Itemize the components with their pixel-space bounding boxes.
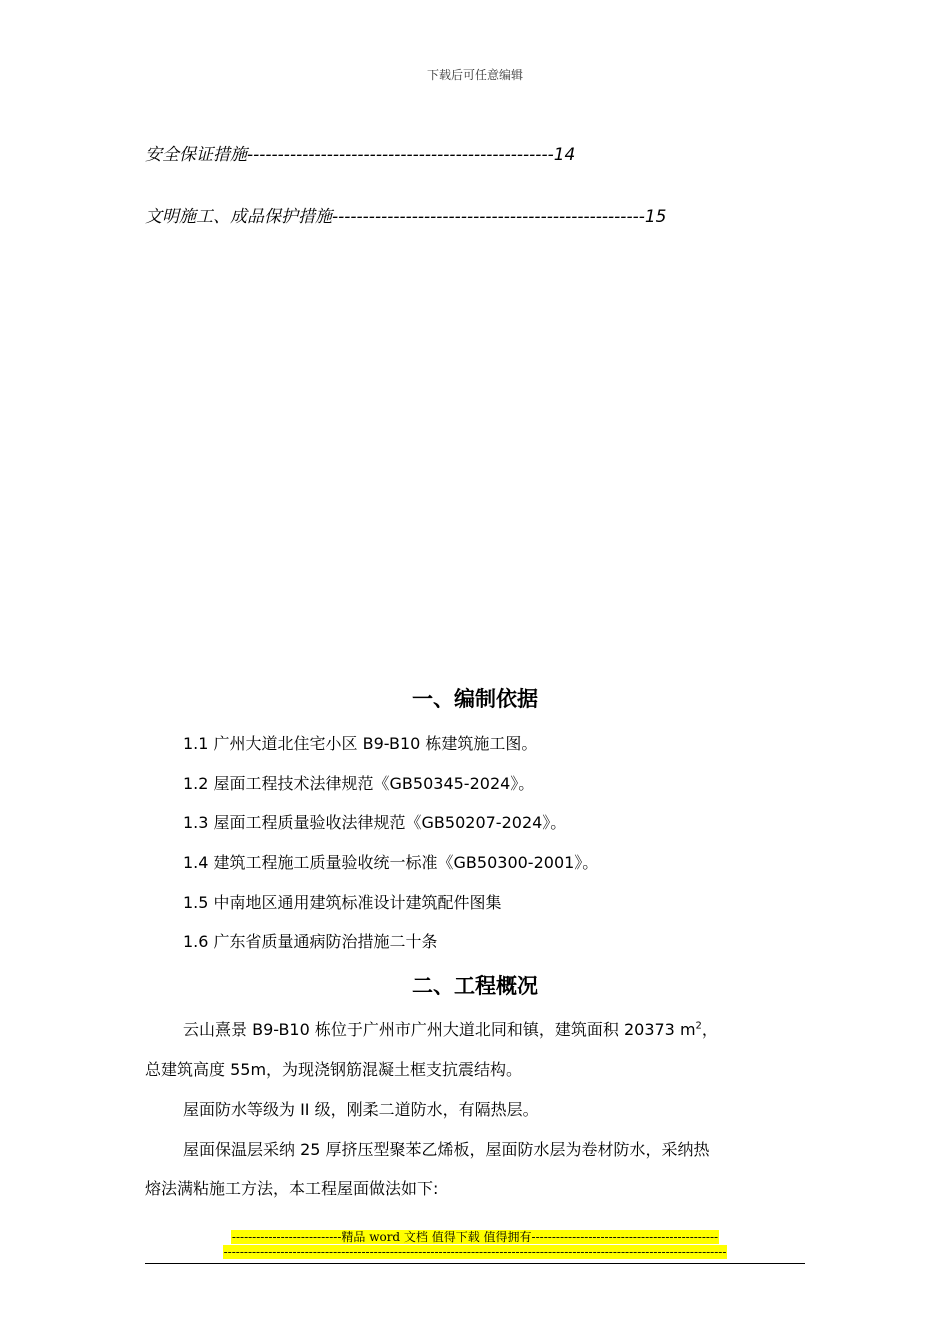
page-header: 下载后可任意编辑 bbox=[426, 68, 523, 82]
toc-title: 文明施工、成品保护措施 bbox=[145, 207, 332, 227]
basis-item: 1.6 广东省质量通病防治措施二十条 bbox=[183, 932, 438, 951]
toc-entry-civilized[interactable] bbox=[145, 202, 667, 227]
basis-item: 1.4 建筑工程施工质量验收统一标准《GB50300-2001》。 bbox=[183, 853, 599, 872]
basis-item: 1.5 中南地区通用建筑标准设计建筑配件图集 bbox=[183, 893, 502, 912]
toc-leader: -------------------------------------------------- bbox=[247, 145, 554, 165]
section-heading-overview: 二、工程概况 bbox=[412, 974, 538, 998]
toc-page: 15 bbox=[644, 207, 667, 227]
overview-paragraph-1 bbox=[183, 1017, 718, 1040]
basis-item: 1.3 屋面工程质量验收法律规范《GB50207-2024》。 bbox=[183, 813, 567, 832]
overview-paragraph-2: 屋面防水等级为 II 级，刚柔二道防水，有隔热层。 bbox=[183, 1100, 539, 1119]
footer-banner-line2 bbox=[0, 1245, 950, 1260]
toc-title: 安全保证措施 bbox=[145, 145, 247, 165]
footer-text: ---------------------------------------------------------------------------------------------------------------------------- bbox=[223, 1245, 727, 1259]
basis-item: 1.1 广州大道北住宅小区 B9-B10 栋建筑施工图。 bbox=[183, 734, 538, 753]
footer-text: ---------------------------精品 word 文档 值得下载 值得拥有---------------------------------------------- bbox=[231, 1230, 719, 1244]
toc-page: 14 bbox=[553, 145, 576, 165]
overview-paragraph-3: 屋面保温层采纳 25 厚挤压型聚苯乙烯板，屋面防水层为卷材防水，采纳热 bbox=[183, 1140, 710, 1159]
overview-text: ， bbox=[701, 1020, 718, 1039]
basis-item: 1.2 屋面工程技术法律规范《GB50345-2024》。 bbox=[183, 774, 535, 793]
toc-entry-safety[interactable] bbox=[145, 140, 575, 165]
section-heading-basis: 一、编制依据 bbox=[412, 687, 538, 711]
overview-paragraph-1-cont: 总建筑高度 55m，为现浇钢筋混凝土框支抗震结构。 bbox=[145, 1060, 523, 1079]
overview-paragraph-3-cont: 熔法满粘施工方法，本工程屋面做法如下: bbox=[145, 1179, 439, 1198]
toc-leader: --------------------------------------------------- bbox=[332, 207, 645, 227]
footer-banner-line1 bbox=[0, 1230, 950, 1245]
overview-text: 云山熹景 B9-B10 栋位于广州市广州大道北同和镇，建筑面积 20373 m bbox=[183, 1020, 696, 1039]
superscript: 2 bbox=[695, 1020, 702, 1032]
footer-divider bbox=[145, 1263, 805, 1264]
